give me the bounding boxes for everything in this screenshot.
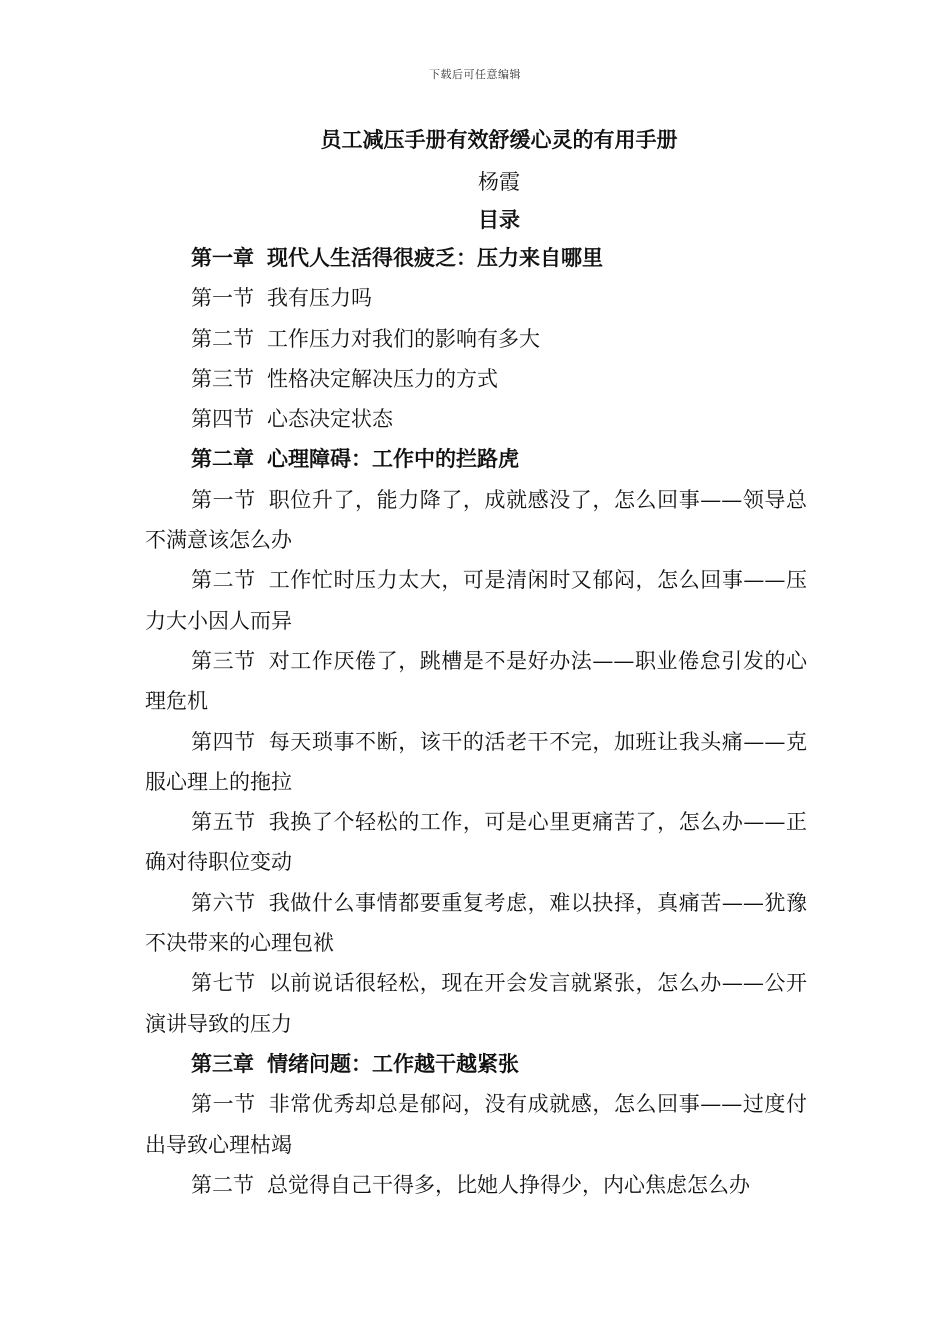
entry-number: 第四节 xyxy=(191,729,256,754)
document-author: 杨霞 xyxy=(478,170,520,194)
entry-text: 情绪问题：工作越干越紧张 xyxy=(267,1051,519,1076)
toc-section xyxy=(145,883,807,964)
entry-text: 非常优秀却总是郁闷，没有成就感，怎么回事——过度付出导致心理枯竭 xyxy=(145,1092,808,1157)
entry-number: 第二章 xyxy=(191,447,254,472)
entry-text: 我有压力吗 xyxy=(267,286,372,311)
toc-chapter-1 xyxy=(145,238,807,278)
entry-text: 对工作厌倦了，跳槽是不是好办法——职业倦怠引发的心理危机 xyxy=(145,648,808,714)
entry-number: 第六节 xyxy=(191,890,256,915)
toc-section xyxy=(145,641,807,722)
toc-section xyxy=(145,359,807,399)
entry-text: 我做什么事情都要重复考虑，难以抉择，真痛苦——犹豫不决带来的心理包袱 xyxy=(145,890,808,956)
entry-number: 第一章 xyxy=(191,246,254,270)
toc-section xyxy=(145,802,807,883)
toc-section xyxy=(145,319,807,359)
entry-number: 第一节 xyxy=(191,1092,256,1117)
table-of-contents xyxy=(145,238,807,1205)
entry-number: 第三章 xyxy=(191,1051,254,1076)
entry-text: 每天琐事不断，该干的活老干不完，加班让我头痛——克服心理上的拖拉 xyxy=(145,729,808,794)
entry-text: 职位升了，能力降了，成就感没了，怎么回事——领导总不满意该怎么办 xyxy=(145,487,808,553)
toc-chapter-3 xyxy=(145,1044,807,1084)
entry-text: 心理障碍：工作中的拦路虎 xyxy=(267,447,519,472)
entry-number: 第五节 xyxy=(191,810,256,835)
toc-section xyxy=(145,560,807,641)
toc-section xyxy=(145,480,807,561)
toc-section xyxy=(145,1165,807,1205)
toc-section xyxy=(145,722,807,803)
toc-heading: 目录 xyxy=(478,208,520,232)
entry-number: 第三节 xyxy=(191,366,254,391)
toc-chapter-2 xyxy=(145,439,807,479)
toc-section xyxy=(145,963,807,1044)
toc-section xyxy=(145,278,807,318)
document-title: 员工减压手册有效舒缓心灵的有用手册 xyxy=(320,128,678,152)
entry-number: 第七节 xyxy=(191,971,256,996)
entry-number: 第四节 xyxy=(191,407,254,432)
entry-text: 我换了个轻松的工作，可是心里更痛苦了，怎么办——正确对待职位变动 xyxy=(145,810,808,875)
entry-text: 现代人生活得很疲乏：压力来自哪里 xyxy=(267,246,603,270)
entry-number: 第二节 xyxy=(191,568,256,593)
entry-number: 第一节 xyxy=(191,487,256,512)
entry-text: 心态决定状态 xyxy=(267,407,393,432)
entry-number: 第二节 xyxy=(191,1172,254,1197)
entry-text: 以前说话很轻松，现在开会发言就紧张，怎么办——公开演讲导致的压力 xyxy=(145,971,808,1036)
entry-number: 第一节 xyxy=(191,286,254,311)
entry-number: 第三节 xyxy=(191,648,256,673)
entry-text: 性格决定解决压力的方式 xyxy=(267,366,498,391)
entry-text: 总觉得自己干得多，比她人挣得少，内心焦虑怎么办 xyxy=(267,1172,750,1197)
entry-text: 工作忙时压力太大，可是清闲时又郁闷，怎么回事——压力大小因人而异 xyxy=(145,568,808,633)
toc-section xyxy=(145,1084,807,1165)
header-note: 下载后可任意编辑 xyxy=(429,68,521,81)
entry-number: 第二节 xyxy=(191,326,254,351)
toc-section xyxy=(145,399,807,439)
entry-text: 工作压力对我们的影响有多大 xyxy=(267,326,540,351)
